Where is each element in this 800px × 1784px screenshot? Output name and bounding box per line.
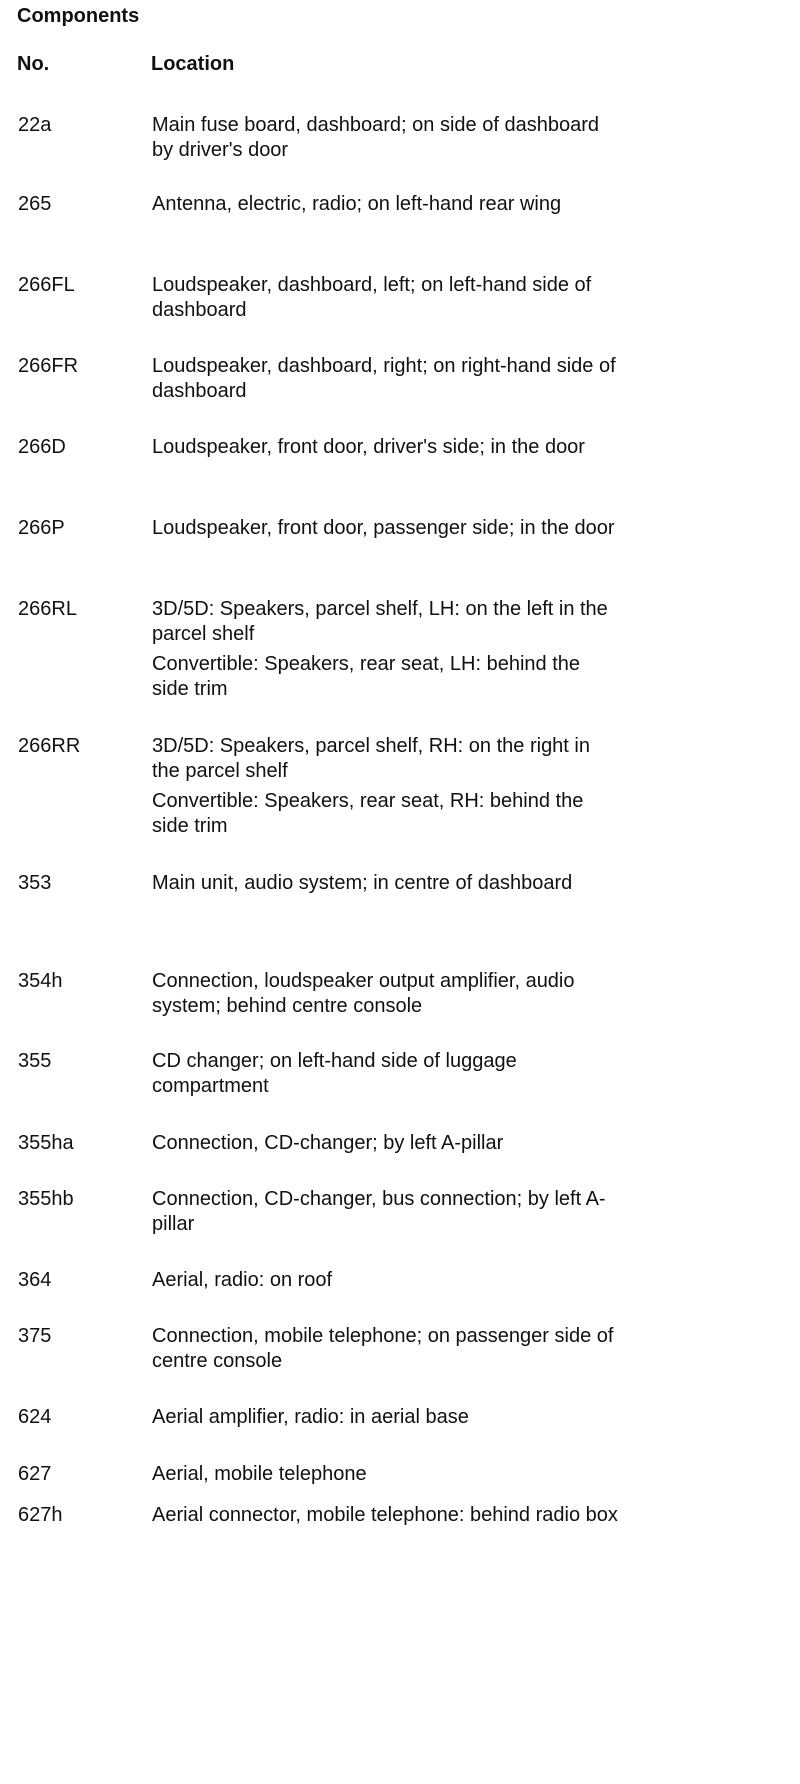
component-location bbox=[152, 597, 622, 702]
component-location bbox=[152, 113, 622, 163]
location-text: Main unit, audio system; in centre of dashboard bbox=[152, 872, 573, 894]
component-number: 266P bbox=[18, 517, 65, 539]
location-text: Aerial, mobile telephone bbox=[152, 1463, 367, 1485]
location-text: Loudspeaker, front door, driver's side; in the door bbox=[152, 436, 585, 458]
column-header-location: Location bbox=[151, 53, 235, 75]
component-number: 355 bbox=[18, 1050, 52, 1072]
location-text: Convertible: Speakers, rear seat, LH: behind the side trim bbox=[152, 653, 581, 700]
location-text: CD changer; on left-hand side of luggage compartment bbox=[152, 1050, 517, 1097]
component-number: 265 bbox=[18, 193, 52, 215]
component-number: 266FL bbox=[18, 274, 75, 296]
component-number: 353 bbox=[18, 872, 52, 894]
component-number: 266D bbox=[18, 436, 66, 458]
component-location bbox=[152, 516, 622, 541]
component-number: 355ha bbox=[18, 1132, 74, 1154]
component-location bbox=[152, 1049, 622, 1099]
location-text: 3D/5D: Speakers, parcel shelf, LH: on the left in the parcel shelf bbox=[152, 598, 608, 645]
component-location bbox=[152, 1131, 622, 1156]
component-location bbox=[152, 273, 622, 323]
component-number: 266RL bbox=[18, 598, 77, 620]
location-text: Connection, loudspeaker output amplifier, audio system; behind centre console bbox=[152, 970, 575, 1017]
component-location bbox=[152, 1187, 622, 1237]
component-number: 22a bbox=[18, 114, 52, 136]
location-text: 3D/5D: Speakers, parcel shelf, RH: on the right in the parcel shelf bbox=[152, 735, 590, 782]
component-location bbox=[152, 734, 622, 839]
location-text: Connection, CD-changer; by left A-pillar bbox=[152, 1132, 504, 1154]
component-number: 375 bbox=[18, 1325, 52, 1347]
location-text: Connection, mobile telephone; on passenger side of centre console bbox=[152, 1325, 614, 1372]
component-number: 266FR bbox=[18, 355, 79, 377]
section-title: Components bbox=[17, 5, 140, 27]
location-text: Aerial, radio: on roof bbox=[152, 1269, 333, 1291]
component-location bbox=[152, 435, 622, 460]
component-number: 354h bbox=[18, 970, 63, 992]
component-number: 624 bbox=[18, 1406, 52, 1428]
location-text: Aerial connector, mobile telephone: behind radio box bbox=[152, 1504, 618, 1526]
location-text: Antenna, electric, radio; on left-hand rear wing bbox=[152, 193, 562, 215]
location-text: Convertible: Speakers, rear seat, RH: behind the side trim bbox=[152, 790, 584, 837]
component-number: 266RR bbox=[18, 735, 81, 757]
component-number: 627 bbox=[18, 1463, 52, 1485]
component-location bbox=[152, 1268, 622, 1293]
location-text: Aerial amplifier, radio: in aerial base bbox=[152, 1406, 469, 1428]
component-location bbox=[152, 1405, 622, 1430]
component-location bbox=[152, 1462, 622, 1487]
location-text: Main fuse board, dashboard; on side of dashboard by driver's door bbox=[152, 114, 599, 161]
component-number: 355hb bbox=[18, 1188, 74, 1210]
component-location bbox=[152, 969, 622, 1019]
component-location bbox=[152, 354, 622, 404]
component-number: 627h bbox=[18, 1504, 63, 1526]
component-location bbox=[152, 192, 622, 217]
location-text: Loudspeaker, dashboard, left; on left-hand side of dashboard bbox=[152, 274, 592, 321]
location-text: Loudspeaker, front door, passenger side; in the door bbox=[152, 517, 615, 539]
component-location bbox=[152, 1324, 622, 1374]
location-text: Connection, CD-changer, bus connection; by left A-pillar bbox=[152, 1188, 606, 1235]
component-location bbox=[152, 871, 622, 896]
component-number: 364 bbox=[18, 1269, 52, 1291]
column-header-no: No. bbox=[17, 53, 50, 75]
location-text: Loudspeaker, dashboard, right; on right-hand side of dashboard bbox=[152, 355, 616, 402]
component-location bbox=[152, 1503, 622, 1528]
